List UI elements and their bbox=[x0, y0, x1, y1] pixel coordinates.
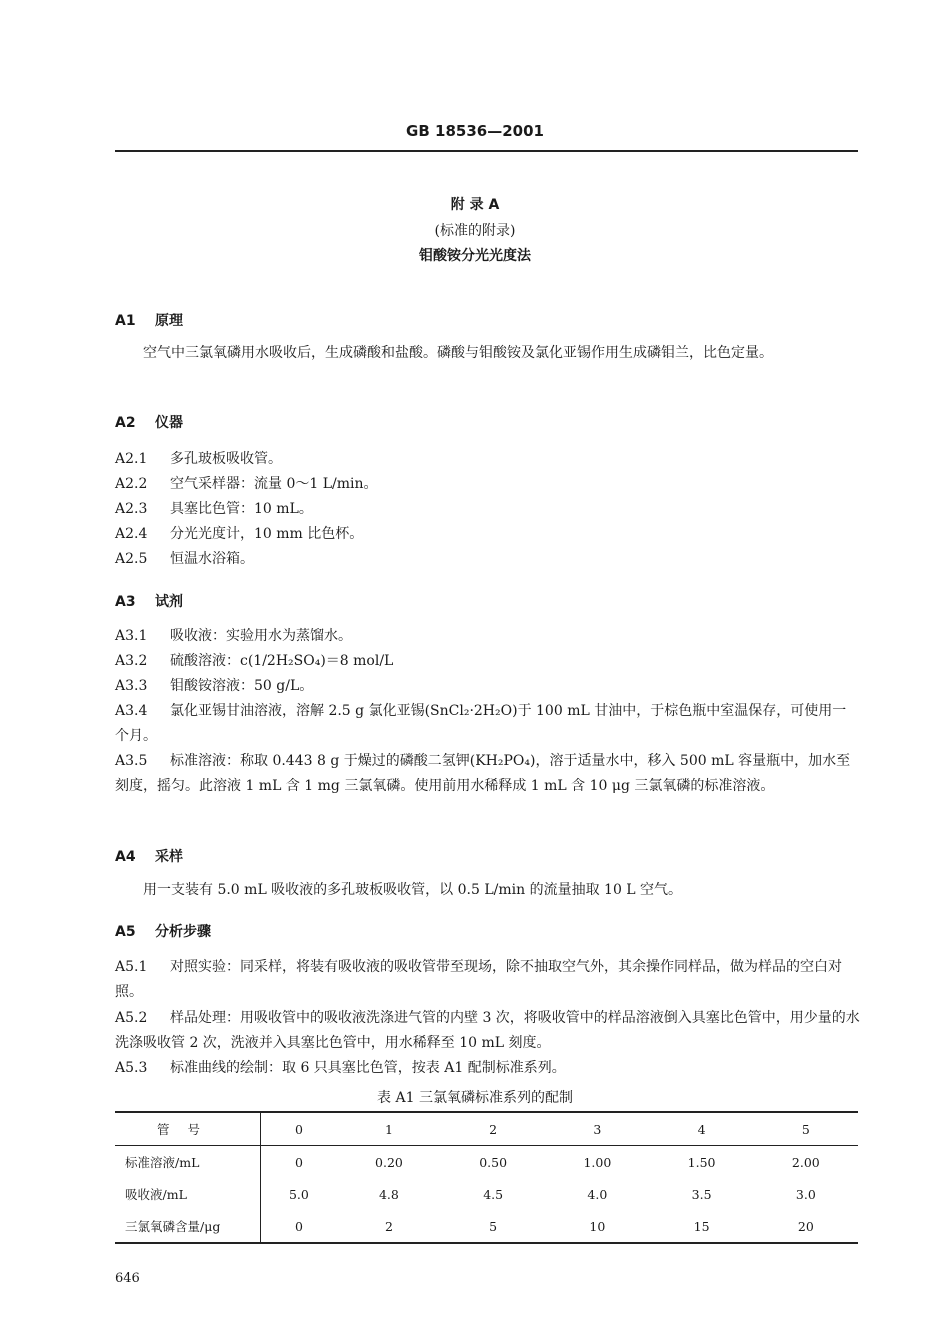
row-label: 吸收液/mL bbox=[115, 1178, 261, 1210]
tube-number: 3 bbox=[545, 1112, 649, 1146]
section-title: 仪器 bbox=[155, 415, 183, 431]
clause-a5-3 bbox=[115, 1056, 860, 1081]
table-cell: 0 bbox=[294, 1218, 303, 1234]
clause-a3-4 bbox=[115, 699, 860, 749]
table-header-row bbox=[115, 1112, 858, 1146]
tube-number: 4 bbox=[649, 1112, 753, 1146]
table-cell: 4.8 bbox=[378, 1186, 399, 1202]
section-number: A4 bbox=[115, 849, 136, 865]
table-cell: 2 bbox=[384, 1218, 393, 1234]
section-a3-heading bbox=[115, 591, 183, 611]
clause-text: 标准溶液：称取 0.443 8 g 于燥过的磷酸二氢钾(KH₂PO₄)，溶于适量水中，移入 500 mL 容量瓶中，加水至刻度，摇匀。此溶液 1 mL 含 1 mg 三氯氧磷。使用前用水稀释成 1 mL 含 10 μg 三氯氧磷的标准溶液。 bbox=[115, 753, 851, 794]
tube-number: 0 bbox=[261, 1112, 337, 1146]
clause-text: 多孔玻板吸收管。 bbox=[170, 451, 282, 467]
clause-text: 恒温水浴箱。 bbox=[170, 551, 254, 567]
clause-number: A2.2 bbox=[115, 476, 148, 492]
clause-a5-1 bbox=[115, 955, 860, 1005]
clause-number: A3.1 bbox=[115, 628, 148, 644]
section-title: 试剂 bbox=[155, 594, 183, 610]
clause-number: A2.3 bbox=[115, 501, 148, 517]
clause-number: A2.1 bbox=[115, 451, 148, 467]
clause-a3-3 bbox=[115, 674, 860, 699]
clause-text: 分光光度计，10 mm 比色杯。 bbox=[170, 526, 364, 542]
row-label: 三氯氧磷含量/μg bbox=[115, 1210, 261, 1243]
table-cell: 0.50 bbox=[479, 1154, 508, 1170]
clause-a3-2 bbox=[115, 649, 860, 674]
clause-text: 标准曲线的绘制：取 6 只具塞比色管，按表 A1 配制标准系列。 bbox=[170, 1060, 566, 1076]
clause-text: 氯化亚锡甘油溶液，溶解 2.5 g 氯化亚锡(SnCl₂·2H₂O)于 100 mL 甘油中，于棕色瓶中室温保存，可使用一个月。 bbox=[115, 703, 847, 744]
page-number: 646 bbox=[115, 1271, 140, 1286]
table-cell: 2.00 bbox=[791, 1154, 820, 1170]
table-cell: 5.0 bbox=[288, 1186, 309, 1202]
appendix-note: (标准的附录) bbox=[434, 223, 516, 239]
standard-series-table bbox=[115, 1111, 858, 1244]
table-cell: 3.0 bbox=[795, 1186, 816, 1202]
table-cell: 0.20 bbox=[375, 1154, 403, 1170]
clause-number: A3.2 bbox=[115, 653, 148, 669]
section-title: 采样 bbox=[155, 849, 183, 865]
clause-text: 吸收液：实验用水为蒸馏水。 bbox=[170, 628, 352, 644]
clause-a3-1 bbox=[115, 624, 860, 649]
clause-number: A3.5 bbox=[115, 753, 148, 769]
section-a5-heading bbox=[115, 921, 211, 941]
table-cell: 4.5 bbox=[483, 1186, 504, 1202]
section-number: A5 bbox=[115, 924, 136, 940]
clause-a2-5 bbox=[115, 547, 860, 572]
header-rule bbox=[115, 150, 858, 152]
document-code: GB 18536—2001 bbox=[406, 122, 544, 140]
clause-number: A2.4 bbox=[115, 526, 148, 542]
section-a2-heading bbox=[115, 412, 183, 432]
table-cell: 20 bbox=[797, 1218, 814, 1234]
clause-text: 对照实验：同采样，将装有吸收液的吸收管带至现场，除不抽取空气外，其余操作同样品，做为样品的空白对照。 bbox=[115, 959, 842, 1000]
table-cell: 5 bbox=[489, 1218, 498, 1234]
table-row bbox=[115, 1178, 858, 1210]
clause-number: A5.1 bbox=[115, 959, 148, 975]
clause-a2-3 bbox=[115, 497, 860, 522]
section-number: A3 bbox=[115, 594, 136, 610]
appendix-title: 附 录 A bbox=[450, 197, 500, 213]
tube-number: 5 bbox=[754, 1112, 858, 1146]
section-number: A1 bbox=[115, 313, 136, 329]
table-cell: 3.5 bbox=[691, 1186, 712, 1202]
section-a1-body: 空气中三氯氧磷用水吸收后，生成磷酸和盐酸。磷酸与钼酸铵及氯化亚锡作用生成磷钼兰，比色定量。 bbox=[143, 345, 773, 361]
clause-text: 空气采样器：流量 0～1 L/min。 bbox=[170, 476, 378, 492]
clause-a3-5 bbox=[115, 749, 860, 799]
table-cell: 0 bbox=[294, 1154, 303, 1170]
table-cell: 15 bbox=[693, 1218, 710, 1234]
clause-number: A3.3 bbox=[115, 678, 148, 694]
section-a1-heading bbox=[115, 310, 183, 330]
tube-number: 2 bbox=[441, 1112, 545, 1146]
method-title: 钼酸铵分光光度法 bbox=[419, 248, 531, 264]
table-cell: 4.0 bbox=[587, 1186, 608, 1202]
table-cell: 1.00 bbox=[583, 1154, 612, 1170]
clause-text: 钼酸铵溶液：50 g/L。 bbox=[170, 678, 314, 694]
clause-a2-2 bbox=[115, 472, 860, 497]
header-cell: 管号 bbox=[115, 1112, 261, 1146]
clause-number: A3.4 bbox=[115, 703, 148, 719]
clause-text: 样品处理：用吸收管中的吸收液洗涤进气管的内壁 3 次，将吸收管中的样品溶液倒入具塞比色管中，用少量的水洗涤吸收管 2 次，洗液并入具塞比色管中，用水稀释至 10 mL 刻度。 bbox=[115, 1010, 860, 1051]
clause-number: A2.5 bbox=[115, 551, 148, 567]
section-title: 分析步骤 bbox=[155, 924, 211, 940]
row-label: 标准溶液/mL bbox=[115, 1146, 261, 1179]
section-a4-heading bbox=[115, 846, 183, 866]
tube-number: 1 bbox=[337, 1112, 441, 1146]
table-row bbox=[115, 1146, 858, 1179]
table-row bbox=[115, 1210, 858, 1243]
clause-number: A5.2 bbox=[115, 1010, 148, 1026]
table-caption: 表 A1 三氯氧磷标准系列的配制 bbox=[377, 1090, 573, 1106]
clause-a5-2 bbox=[115, 1006, 860, 1056]
section-number: A2 bbox=[115, 415, 136, 431]
table-cell: 10 bbox=[589, 1218, 606, 1234]
clause-a2-4 bbox=[115, 522, 860, 547]
table-cell: 1.50 bbox=[687, 1154, 716, 1170]
section-a4-body: 用一支装有 5.0 mL 吸收液的多孔玻板吸收管，以 0.5 L/min 的流量抽取 10 L 空气。 bbox=[143, 882, 683, 898]
clause-text: 硫酸溶液：c(1/2H₂SO₄)＝8 mol/L bbox=[170, 653, 394, 669]
clause-a2-1 bbox=[115, 447, 860, 472]
section-title: 原理 bbox=[155, 313, 183, 329]
clause-text: 具塞比色管：10 mL。 bbox=[170, 501, 313, 517]
clause-number: A5.3 bbox=[115, 1060, 148, 1076]
